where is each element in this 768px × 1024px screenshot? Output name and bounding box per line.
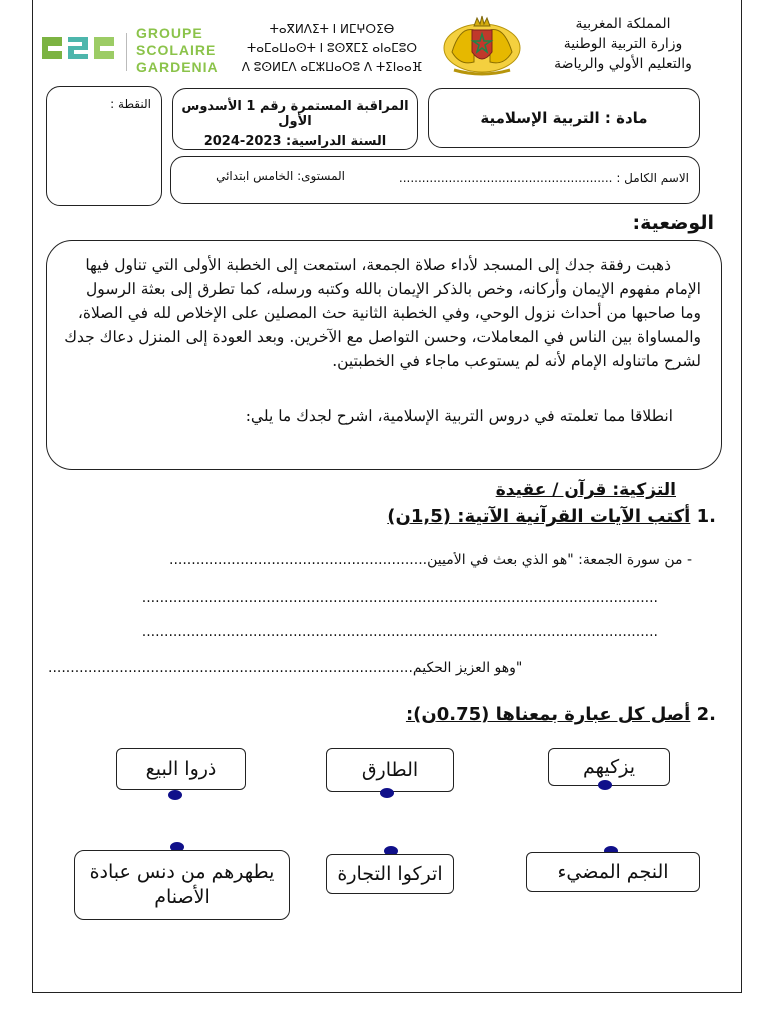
student-info-box: [170, 156, 700, 204]
subject-box: [428, 88, 700, 148]
question-1-verse-end: "وهو العزيز الحكيم..................................................................................: [48, 660, 523, 676]
ministry-text: المملكة المغربية وزارة التربية الوطنية والتعليم الأولي والرياضة: [554, 16, 692, 72]
question-2-title: [406, 704, 716, 725]
match-top-3[interactable]: ذروا البيع: [116, 748, 246, 790]
match-bottom-1[interactable]: النجم المضيء: [526, 852, 700, 892]
gsg-logo: [40, 30, 118, 66]
school-name: GROUPE SCOLAIRE GARDENIA: [136, 25, 219, 75]
match-bottom-2[interactable]: اتركوا التجارة: [326, 854, 454, 894]
moroccan-emblem-icon: [440, 12, 524, 78]
question-1-title: [387, 506, 716, 527]
match-top-3-dot[interactable]: [168, 790, 182, 800]
logo-divider: [126, 33, 127, 71]
exam-title-box: [172, 88, 418, 150]
level-label: المستوى: الخامس ابتدائي: [216, 169, 345, 183]
question-2-number: 2.: [696, 704, 716, 725]
grade-label: النقطة :: [110, 97, 151, 111]
situation-heading: الوضعية:: [632, 212, 714, 234]
gsg-logo-icon: [40, 33, 118, 63]
situation-instruction: انطلاقا مما تعلمته في دروس التربية الإسلامية، اشرح لجدك ما يلي:: [245, 407, 673, 425]
tifinagh-text: ⵜⴰⴳⵍⴷⵉⵜ ⵏ ⵍⵎⵖⵔⵉⴱ ⵜⴰⵎⴰⵡⴰⵙⵜ ⵏ ⵓⵙⴳⵎⵉ ⴰⵏⴰⵎⵓⵔ ⴷ ⵓⵙⵍⵎⴷ ⴰⵎⵣⵡⴰⵔⵓ ⴷ ⵜⵉⵏⴰⴰⴼ: [241, 22, 423, 74]
subject-title: مادة : التربية الإسلامية: [480, 109, 648, 127]
exam-title: المراقبة المستمرة رقم 1 الأسدوس الأول: [181, 99, 409, 129]
answer-line-1: ....................................................................................................................: [141, 590, 658, 606]
question-1-number: 1.: [696, 506, 716, 527]
question-1-text: أكتب الآيات القرآنية الآتية: (1,5ن): [387, 506, 691, 527]
answer-line-2: ....................................................................................................................: [141, 624, 658, 640]
situation-box: [46, 240, 722, 470]
question-1-verse-start: - من سورة الجمعة: "هو الذي بعث في الأميين..........................................................: [169, 552, 692, 568]
grade-box: [46, 86, 162, 206]
match-top-2-dot[interactable]: [380, 788, 394, 798]
match-bottom-3[interactable]: يطهرهم من دنس عبادة الأصنام: [74, 850, 290, 920]
match-top-1-dot[interactable]: [598, 780, 612, 790]
school-year: السنة الدراسية: 2023-2024: [203, 134, 387, 149]
situation-text: ذهبت رفقة جدك إلى المسجد لأداء صلاة الجمعة، استمعت إلى الخطبة الأولى التي تناول فيها الإمام مفهوم الإيمان وأركانه، وخص بالذكر الإيمان بالله وكتبه ورسله، كما تطرق إلى بعثة الرسول وما صاحبها من أحداث نزول الوحي، وفي الخطبة الثانية حث المصلين على الإخلاص لله في الصلاة، والمساواة بين الناس في المعاملات، وحسن التواصل مع الآخرين. وبعد العودة إلى المنزل دعاك جدك لشرح ماتناوله الإمام لأنه لم يستوعب ماجاء في الخطبتين.: [64, 256, 701, 370]
match-top-1[interactable]: يزكيهم: [548, 748, 670, 786]
section-title: التزكية: قرآن / عقيدة: [495, 480, 676, 500]
match-top-2[interactable]: الطارق: [326, 748, 454, 792]
question-2-text: أصل كل عبارة بمعناها (0.75ن):: [405, 704, 691, 725]
full-name-field: الاسم الكامل : ........................................................: [398, 171, 689, 185]
